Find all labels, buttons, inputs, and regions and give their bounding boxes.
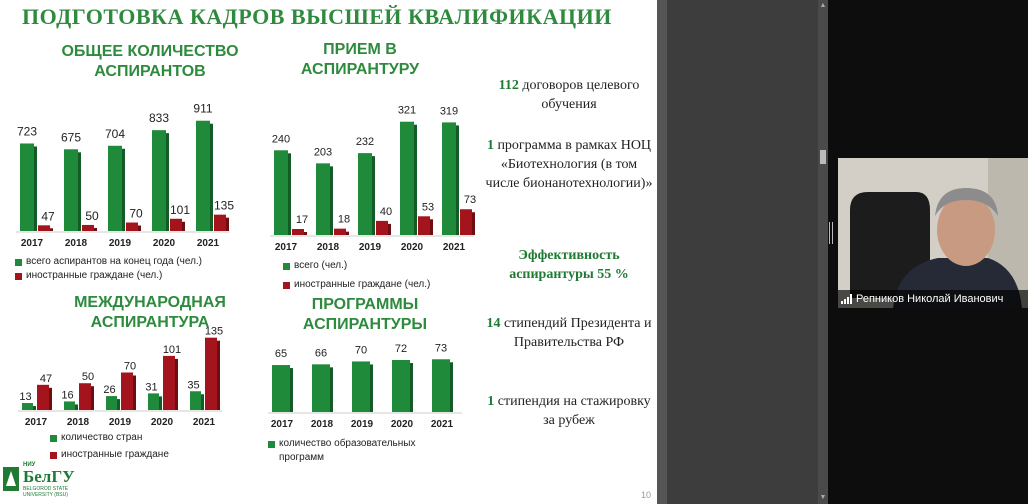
chart-total-postgraduates [8, 95, 248, 255]
bar [190, 391, 201, 410]
bar [460, 209, 472, 235]
chart-international [8, 325, 248, 435]
bar-side [430, 219, 433, 235]
data-label: 675 [60, 130, 82, 145]
tick-label: 2020 [400, 242, 424, 253]
data-label: 73 [463, 194, 477, 207]
data-label: 240 [271, 133, 291, 146]
bar [196, 121, 210, 231]
data-label: 101 [169, 202, 191, 217]
section-title-line: АСПИРАНТУРА [90, 314, 210, 331]
data-label: 47 [41, 209, 55, 224]
bar [292, 229, 304, 235]
bar [205, 338, 217, 410]
legend-swatch-red [283, 282, 290, 289]
logo-emblem-icon [2, 466, 20, 492]
tick-label: 2017 [270, 419, 294, 430]
bar [442, 122, 456, 235]
data-label: 135 [204, 325, 224, 338]
bar [37, 385, 49, 410]
data-label: 203 [313, 146, 333, 159]
data-label: 101 [162, 343, 182, 356]
bar-side [91, 386, 94, 410]
section-title-line: ПРИЕМ В [323, 41, 397, 58]
legend-swatch-green [50, 435, 57, 442]
data-label: 319 [439, 105, 459, 118]
bar-side [372, 156, 375, 235]
info-text: договоров целевого обучения [522, 78, 640, 112]
scrollbar[interactable] [818, 0, 828, 504]
legend-international [50, 431, 169, 462]
tick-label: 2021 [430, 419, 454, 430]
bar [312, 364, 330, 412]
scroll-up-icon[interactable]: ▲ [819, 2, 827, 9]
tick-label: 2019 [358, 242, 382, 253]
section-title-programs [285, 295, 445, 335]
tick-label: 2017 [20, 238, 44, 249]
data-label: 65 [274, 348, 288, 361]
participant-video[interactable] [838, 158, 1028, 308]
tick-label: 2018 [66, 417, 90, 428]
tick-label: 2017 [274, 242, 298, 253]
data-label: 66 [314, 347, 328, 360]
signal-strength-icon [841, 294, 852, 304]
bar-side [330, 166, 333, 235]
legend-label: количество образовательных [279, 438, 416, 449]
info-number: 14 [486, 316, 501, 331]
data-label: 232 [355, 136, 375, 149]
bar [79, 383, 91, 410]
bar-side [122, 149, 125, 231]
participant-name: Репников Николай Иванович [856, 293, 1004, 305]
bar [274, 150, 288, 235]
info-efficiency [484, 246, 654, 284]
bar [148, 393, 159, 410]
section-title-admission [280, 40, 440, 80]
section-title-line: АСПИРАНТУРЫ [302, 316, 428, 333]
legend-swatch-red [50, 452, 57, 459]
info-highlight: Эффективность аспирантуры 55 % [509, 248, 629, 282]
bar-side [217, 341, 220, 410]
legend-label: всего аспирантов на конец года (чел.) [26, 256, 203, 267]
bar [163, 356, 175, 410]
page-number: 10 [640, 490, 651, 500]
section-title-line: МЕЖДУНАРОДНАЯ [74, 294, 226, 311]
tick-label: 2021 [196, 238, 220, 249]
legend-label: иностранные граждане [61, 449, 169, 460]
data-label: 911 [193, 101, 213, 116]
legend-total [15, 255, 202, 283]
data-label: 723 [16, 124, 38, 139]
tick-label: 2021 [442, 242, 466, 253]
bar [64, 401, 75, 410]
scroll-thumb[interactable] [820, 150, 826, 164]
bar [352, 361, 370, 412]
bar-side [410, 363, 413, 412]
resize-handle[interactable] [829, 222, 835, 244]
chart-admission [262, 95, 482, 265]
divider [657, 0, 667, 504]
tick-label: 2021 [192, 417, 216, 428]
chart-programs [262, 330, 482, 440]
bar-side [133, 376, 136, 411]
info-text: программа в рамках НОЦ «Биотехнология (в том числе бионанотехнологии)» [485, 138, 653, 191]
bar-side [370, 364, 373, 412]
legend-admission [283, 259, 430, 292]
legend-label: количество стран [61, 432, 143, 443]
bar-side [175, 359, 178, 410]
data-label: 31 [145, 381, 158, 394]
info-number: 112 [498, 78, 519, 93]
legend-label: иностранные граждане (чел.) [294, 279, 431, 290]
legend-label: программ [279, 452, 325, 463]
bar-side [472, 212, 475, 235]
bar-side [75, 404, 78, 410]
logo-text: BELGOROD STATE [23, 486, 69, 492]
tick-label: 2020 [390, 419, 414, 430]
bar-side [450, 362, 453, 412]
data-label: 53 [421, 201, 435, 214]
bar [126, 223, 138, 231]
bar-side [330, 367, 333, 412]
bar-side [456, 125, 459, 235]
logo-text: UNIVERSITY (BSU) [23, 492, 68, 498]
section-title-line: ПРОГРАММЫ [311, 296, 419, 313]
bar [22, 403, 33, 410]
participant-nameplate [838, 290, 1028, 308]
section-title-line: ОБЩЕЕ КОЛИЧЕСТВО [61, 43, 239, 60]
bar [20, 143, 34, 231]
bar [106, 396, 117, 410]
bar-side [388, 224, 391, 235]
data-label: 321 [397, 104, 417, 117]
bar-side [34, 146, 37, 231]
bar-side [414, 125, 417, 235]
logo-text: БелГУ [23, 467, 75, 486]
bar [432, 359, 450, 412]
bar [64, 149, 78, 231]
legend-programs [268, 437, 415, 465]
data-label: 73 [434, 342, 448, 355]
data-label: 16 [61, 389, 74, 402]
legend-swatch-green [268, 441, 275, 448]
tick-label: 2018 [310, 419, 334, 430]
bar [334, 229, 346, 235]
bar-side [50, 228, 53, 231]
data-label: 18 [337, 213, 351, 226]
tick-label: 2019 [108, 417, 132, 428]
bar-side [288, 153, 291, 235]
bar [272, 365, 290, 412]
info-program [484, 136, 654, 193]
bar [108, 146, 122, 231]
data-label: 704 [104, 126, 126, 141]
section-title-total [40, 42, 260, 82]
participant-avatar [838, 158, 1028, 308]
bar [121, 373, 133, 411]
tick-label: 2020 [152, 238, 176, 249]
bar-side [49, 388, 52, 410]
legend-label: иностранные граждане (чел.) [26, 270, 163, 281]
info-text: стипендия на стажировку за рубеж [497, 394, 651, 428]
bar-side [182, 222, 185, 231]
empty-panel [667, 0, 826, 504]
bar-side [94, 228, 97, 231]
legend-swatch-green [15, 259, 22, 266]
section-title-line: АСПИРАНТУРУ [300, 61, 420, 78]
tick-label: 2018 [316, 242, 340, 253]
bar [316, 163, 330, 235]
data-label: 47 [39, 372, 53, 385]
bar [38, 225, 50, 231]
data-label: 50 [81, 371, 95, 384]
data-label: 70 [123, 360, 137, 373]
bar-side [226, 218, 229, 231]
bar-side [304, 232, 307, 235]
bar-side [78, 152, 81, 231]
data-label: 70 [129, 206, 143, 221]
bar [418, 216, 430, 235]
bar [82, 225, 94, 231]
data-label: 72 [394, 343, 408, 355]
bar-side [346, 232, 349, 235]
legend-label: всего (чел.) [294, 260, 348, 271]
data-label: 833 [148, 111, 170, 126]
university-logo [2, 462, 82, 502]
bar-side [290, 368, 293, 412]
info-number: 1 [487, 394, 495, 409]
bar-side [210, 124, 213, 231]
bar-side [117, 399, 120, 410]
legend-swatch-green [283, 263, 290, 270]
data-label: 40 [379, 205, 393, 218]
bar-side [159, 396, 162, 410]
data-label: 50 [85, 208, 99, 223]
bar-side [201, 394, 204, 410]
tick-label: 2019 [108, 238, 132, 249]
legend-swatch-red [15, 273, 22, 280]
info-abroad [484, 392, 654, 430]
tick-label: 2018 [64, 238, 88, 249]
bar-side [166, 133, 169, 231]
tick-label: 2020 [150, 417, 174, 428]
logo-text: НИУ [23, 462, 36, 468]
data-label: 17 [295, 214, 309, 226]
data-label: 26 [103, 384, 116, 397]
info-number: 1 [486, 138, 494, 153]
data-label: 35 [187, 379, 200, 392]
tick-label: 2017 [24, 417, 48, 428]
bar [376, 221, 388, 235]
bar-side [33, 406, 36, 410]
data-label: 135 [213, 198, 235, 213]
info-text: стипендий Президента и Правительства РФ [504, 316, 652, 350]
bar [358, 153, 372, 235]
slide-title: ПОДГОТОВКА КАДРОВ ВЫСШЕЙ КВАЛИФИКАЦИИ [22, 4, 612, 29]
bar [152, 130, 166, 231]
bar [214, 215, 226, 231]
tick-label: 2019 [350, 419, 374, 430]
bar [400, 122, 414, 235]
bar [392, 360, 410, 412]
data-label: 70 [354, 344, 368, 357]
bar-side [138, 226, 141, 231]
bar [170, 219, 182, 231]
info-scholarships [484, 314, 654, 352]
info-contracts [484, 76, 654, 114]
data-label: 13 [19, 391, 32, 404]
section-title-line: АСПИРАНТОВ [94, 63, 206, 80]
scroll-down-icon[interactable]: ▼ [819, 494, 827, 501]
